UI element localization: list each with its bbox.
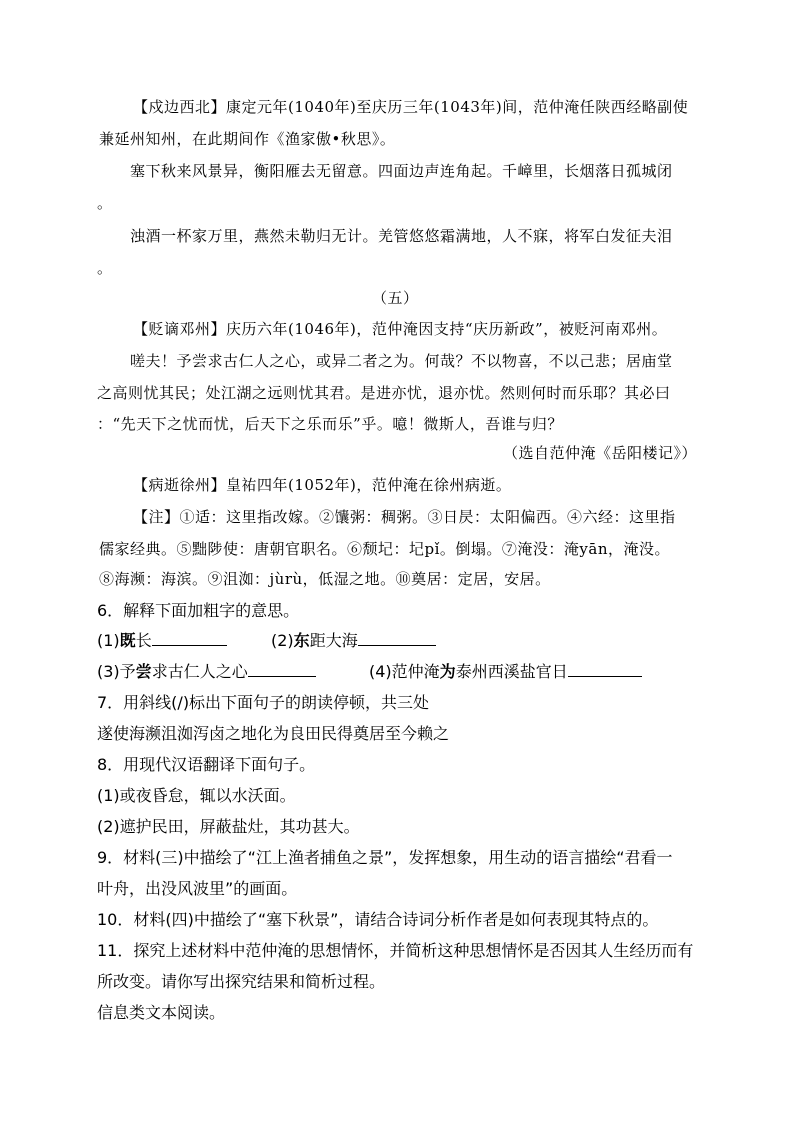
question-6-item-1: (1)既长 — [97, 628, 227, 651]
question-6-item-2: (2)东距大海 — [271, 628, 436, 651]
intro-text-cont: 兼延州知州，在此期间作《渔家傲•秋思》。 — [99, 130, 396, 148]
passage-line: ：“先天下之忧而忧，后天下之乐而乐”乎。噫！微斯人，吾谁与归？ — [97, 415, 563, 433]
answer-blank[interactable] — [152, 631, 227, 646]
section-heading: （五） — [372, 289, 419, 307]
notes-line: ⑧海濒：海滨。⑨沮洳：jùrù，低湿之地。⑩奠居：定居，安居。 — [99, 570, 551, 588]
question-10: 10．材料(四)中描绘了“塞下秋景”，请结合诗词分析作者是如何表现其特点的。 — [97, 910, 659, 929]
intro-paragraph: 【贬谪邓州】庆历六年(1046年)，范仲淹因支持“庆历新政”，被贬河南邓州。 — [133, 320, 668, 338]
question-7: 7．用斜线(/)标出下面句子的朗读停顿，共三处 — [97, 693, 430, 712]
poem-line-end: 。 — [97, 259, 113, 277]
question-8-item-1: (1)或夜昏怠，辄以水沃面。 — [97, 786, 296, 805]
question-9-cont: 叶舟，出没风波里”的画面。 — [97, 879, 298, 898]
question-11: 11．探究上述材料中范仲淹的思想情怀，并简析这种思想情怀是否因其人生经历而有 — [97, 941, 694, 960]
bold-char: 为 — [439, 662, 456, 681]
question-8: 8．用现代汉语翻译下面句子。 — [97, 755, 316, 774]
question-7-sentence: 遂使海濒沮洳泻卤之地化为良田民得奠居至今赖之 — [97, 724, 450, 743]
question-6: 6．解释下面加粗字的意思。 — [97, 601, 300, 620]
notes-line: 儒家经典。⑤黜陟使：唐朝官职名。⑥颓圮：圮pǐ。倒塌。⑦淹没：淹yān，淹没。 — [99, 540, 670, 558]
bold-char: 尝 — [135, 662, 152, 681]
poem-line: 塞下秋来风景异，衡阳雁去无留意。四面边声连角起。千嶂里，长烟落日孤城闭 — [130, 162, 673, 180]
passage-line: 嗟夫！予尝求古仁人之心，或异二者之为。何哉？不以物喜，不以己悲；居庙堂 — [130, 352, 673, 370]
question-6-item-4: (4)范仲淹为泰州西溪盐官日 — [369, 659, 642, 682]
question-11-cont: 所改变。请你写出探究结果和简析过程。 — [97, 972, 386, 991]
notes-line: 【注】①适：这里指改嫁。②馕粥：稠粥。③日昃：太阳偏西。④六经：这里指 — [133, 508, 676, 526]
source-citation: （选自范仲淹《岳阳楼记》） — [502, 444, 697, 462]
poem-line-end: 。 — [97, 194, 113, 212]
question-9: 9．材料(三)中描绘了“江上渔者捕鱼之景”，发挥想象，用生动的语言描绘“君看一 — [97, 848, 673, 867]
bold-char: 既 — [119, 631, 136, 650]
bold-char: 东 — [293, 631, 310, 650]
question-6-item-3: (3)予尝求古仁人之心 — [97, 659, 316, 682]
intro-paragraph — [133, 96, 688, 117]
answer-blank[interactable] — [358, 631, 436, 646]
question-8-item-2: (2)遮护民田，屏蔽盐灶，其功甚大。 — [97, 817, 360, 836]
intro-text: 康定元年(1040年)至庆历三年(1043年)间，范仲淹任陕西经略副使 — [226, 98, 689, 116]
passage-line: 之高则忧其民；处江湖之远则忧其君。是进亦忧，退亦忧。然则何时而乐耶？其必曰 — [97, 384, 671, 402]
death-paragraph: 【病逝徐州】皇祐四年(1052年)，范仲淹在徐州病逝。 — [133, 476, 512, 494]
answer-blank[interactable] — [248, 662, 316, 677]
section-tag: 【戍边西北】 — [133, 98, 227, 116]
next-section-title: 信息类文本阅读。 — [97, 1003, 226, 1022]
poem-line: 浊酒一杯家万里，燕然未勒归无计。羌管悠悠霜满地，人不寐，将军白发征夫泪 — [130, 227, 673, 245]
answer-blank[interactable] — [568, 662, 642, 677]
